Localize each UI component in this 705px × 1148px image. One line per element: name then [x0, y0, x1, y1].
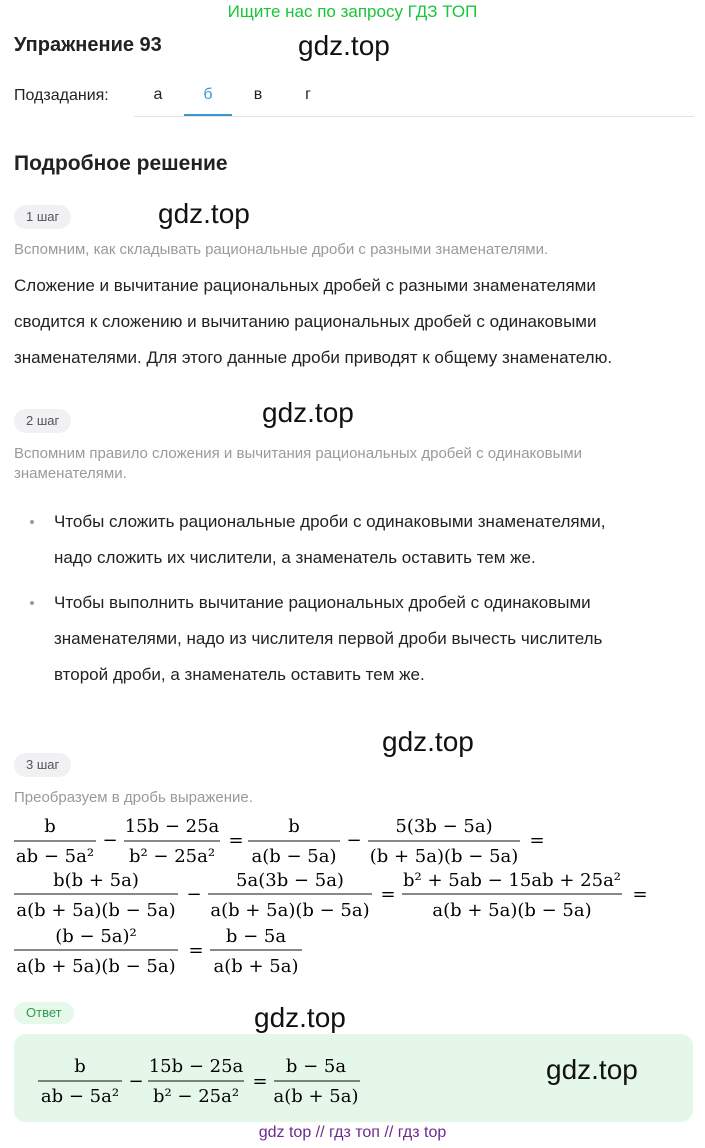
- svg-text:=: =: [252, 1071, 268, 1092]
- footer-link[interactable]: гдз топ: [329, 1124, 380, 1141]
- bullet-dot: [30, 601, 34, 605]
- math-den: a(b + 5a)(b − 5a): [16, 956, 176, 977]
- math-num: b: [288, 816, 300, 837]
- footer-link[interactable]: gdz top: [258, 1124, 312, 1141]
- math-transformation: [0, 808, 705, 980]
- text-line: знаменателями, надо из числителя первой дроби вычесть числитель: [54, 629, 603, 648]
- step-badge-1: 1 шаг: [14, 205, 71, 229]
- text-line: сводится к сложению и вычитанию рациональных дробей с одинаковыми: [14, 312, 597, 331]
- subtasks-tabs: [134, 74, 694, 117]
- math-den: a(b + 5a)(b − 5a): [432, 900, 592, 921]
- math-num: b − 5a: [285, 1056, 347, 1077]
- math-den: ab − 5a²: [40, 1086, 120, 1107]
- math-num: 15b − 25a: [124, 816, 220, 837]
- footer-separator: //: [315, 1124, 325, 1141]
- math-den: ab − 5a²: [15, 846, 95, 867]
- solution-heading: Подробное решение: [14, 152, 228, 175]
- math-num: (b − 5a)²: [55, 926, 137, 947]
- math-den: a(b + 5a): [273, 1086, 359, 1107]
- bullet-item: [30, 504, 680, 576]
- hint-line: знаменателями.: [14, 465, 127, 482]
- text-line: знаменателями. Для этого данные дроби приводят к общему знаменателю.: [14, 348, 613, 367]
- subtask-tab-b[interactable]: б: [184, 74, 232, 116]
- subtasks-label: Подзадания:: [14, 87, 109, 104]
- watermark: gdz.top: [298, 30, 390, 61]
- svg-text:=: =: [529, 830, 545, 851]
- step-badge-2: 2 шаг: [14, 409, 71, 433]
- bullet-item: [30, 585, 680, 693]
- math-den: a(b + 5a)(b − 5a): [16, 900, 176, 921]
- step-hint-1: Вспомним, как складывать рациональные дроби с разными знаменателями.: [14, 241, 549, 258]
- answer-badge: Ответ: [14, 1002, 74, 1024]
- page-title: Упражнение 93: [14, 34, 162, 56]
- text-line: второй дроби, а знаменатель оставить тем же.: [54, 665, 425, 684]
- math-den: a(b + 5a): [213, 956, 299, 977]
- subtask-tab-a[interactable]: а: [153, 86, 163, 103]
- text-line: Чтобы сложить рациональные дроби с одинаковыми знаменателями,: [54, 512, 606, 531]
- math-num: b(b + 5a): [53, 870, 139, 891]
- math-den: a(b − 5a): [251, 846, 337, 867]
- text-line: Чтобы выполнить вычитание рациональных дробей с одинаковыми: [54, 593, 591, 612]
- footer-links: [0, 1124, 705, 1142]
- subtask-tab-v[interactable]: в: [253, 86, 263, 103]
- math-den: b² − 25a²: [152, 1086, 240, 1107]
- watermark: gdz.top: [382, 726, 474, 757]
- svg-text:−: −: [186, 884, 202, 905]
- math-num: b − 5a: [225, 926, 287, 947]
- footer-link[interactable]: гдз top: [397, 1124, 447, 1141]
- watermark: gdz.top: [546, 1054, 638, 1085]
- bullet-text: [54, 504, 680, 576]
- svg-text:−: −: [346, 830, 362, 851]
- math-num: b: [74, 1056, 86, 1077]
- text-line: надо сложить их числители, а знаменатель оставить тем же.: [54, 548, 536, 567]
- math-num: 5(3b − 5a): [395, 816, 493, 837]
- math-den: b² − 25a²: [128, 846, 216, 867]
- math-num: b² + 5ab − 15ab + 25a²: [402, 870, 622, 891]
- step-badge-3: 3 шаг: [14, 753, 71, 777]
- svg-text:=: =: [632, 884, 648, 905]
- answer-math: [14, 1034, 534, 1122]
- hint-line: Вспомним правило сложения и вычитания рациональных дробей с одинаковыми: [14, 445, 583, 462]
- step-text-1: [14, 268, 694, 376]
- step-hint-3: Преобразуем в дробь выражение.: [14, 789, 253, 806]
- watermark: gdz.top: [254, 1002, 346, 1033]
- watermark: gdz.top: [262, 397, 354, 428]
- footer-separator: //: [384, 1124, 394, 1141]
- svg-text:−: −: [128, 1071, 144, 1092]
- text-line: Сложение и вычитание рациональных дробей с разными знаменателями: [14, 276, 596, 295]
- math-den: (b + 5a)(b − 5a): [369, 846, 519, 867]
- bullet-dot: [30, 520, 34, 524]
- step-hint-2: [14, 444, 582, 484]
- svg-text:=: =: [188, 940, 204, 961]
- bullet-text: [54, 585, 680, 693]
- math-num: 15b − 25a: [148, 1056, 244, 1077]
- svg-text:=: =: [380, 884, 396, 905]
- math-num: b: [44, 816, 56, 837]
- subtask-tab-g[interactable]: г: [305, 86, 311, 103]
- svg-text:=: =: [228, 830, 244, 851]
- math-num: 5a(3b − 5a): [236, 870, 344, 891]
- watermark: gdz.top: [158, 198, 250, 229]
- top-banner: Ищите нас по запросу ГДЗ ТОП: [227, 2, 478, 21]
- math-den: a(b + 5a)(b − 5a): [210, 900, 370, 921]
- svg-text:−: −: [102, 830, 118, 851]
